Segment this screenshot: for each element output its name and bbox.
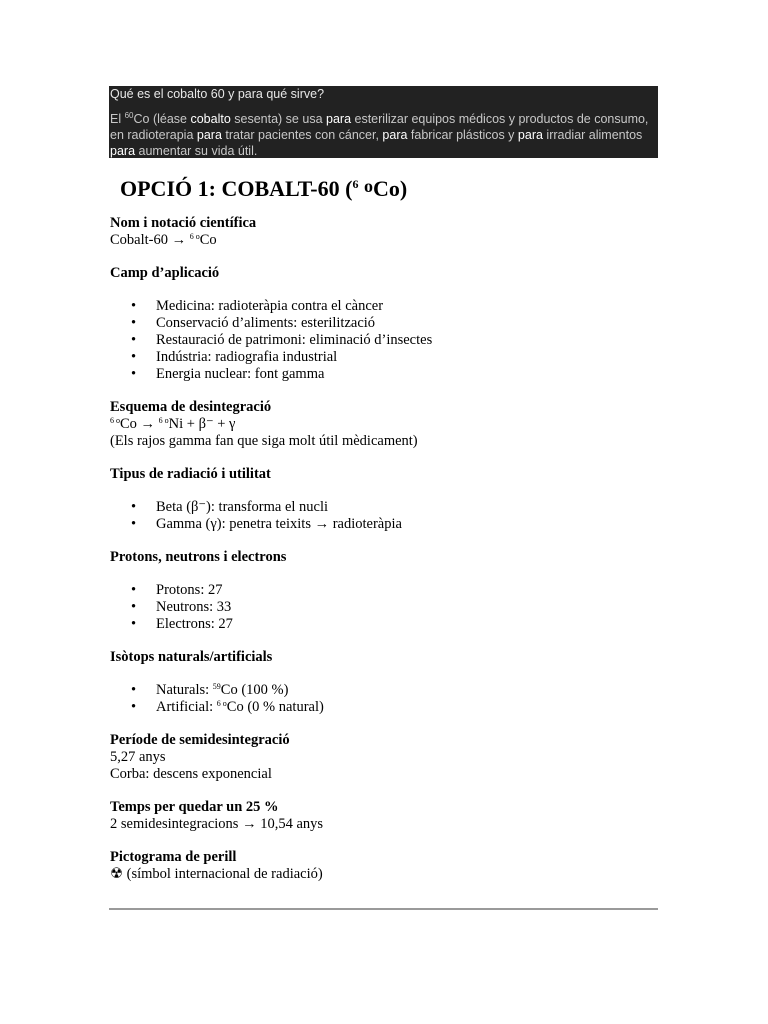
snippet-question: Qué es el cobalto 60 y para qué sirve? (110, 87, 325, 101)
particles-list (110, 582, 658, 633)
equation-text: Co → (120, 416, 159, 432)
answer-highlight: para (517, 128, 543, 142)
list-item: • Indústria: radiografia industrial (110, 349, 658, 366)
answer-text: Co (léase (133, 112, 191, 126)
page-title (120, 170, 658, 210)
answer-text: aumentar su vida útil. (135, 144, 258, 158)
section-quarter (110, 799, 658, 833)
list-item (110, 682, 658, 699)
list-item: • Electrons: 27 (110, 616, 658, 633)
answer-text: esterilizar equipos médicos y productos de consumo, en radioterapia (110, 112, 649, 142)
section-application (110, 265, 658, 383)
application-list (110, 298, 658, 383)
list-item: • Medicina: radioteràpia contra el càncer (110, 298, 658, 315)
list-item: • Beta (β⁻): transforma el nucli (110, 499, 658, 516)
list-item: • Restauració de patrimoni: eliminació d’insectes (110, 332, 658, 349)
answer-highlight: para (382, 128, 408, 142)
snippet-answer (110, 111, 658, 159)
answer-text: El (110, 112, 125, 126)
superscript: 59 (212, 682, 221, 691)
item-text: Naturals: (156, 682, 213, 698)
section-halflife (110, 732, 658, 783)
section-label: Esquema de desintegració (110, 399, 272, 415)
section-label: Temps per quedar un 25 % (110, 799, 279, 815)
answer-text: irradiar alimentos (542, 128, 643, 142)
section-isotopes (110, 649, 658, 716)
radiation-list (110, 499, 658, 533)
answer-text: fabricar plásticos y (407, 128, 518, 142)
section-label: Nom i notació científica (110, 215, 257, 231)
list-item: • Gamma (γ): penetra teixits → radioteràpia (110, 516, 658, 533)
title-text: OPCIÓ 1: COBALT-60 ( (120, 176, 353, 201)
answer-highlight: para (110, 144, 136, 158)
quarter-value: 2 semidesintegracions → 10,54 anys (110, 816, 324, 832)
item-text: Co (0 % natural) (226, 699, 324, 715)
list-item: • Protons: 27 (110, 582, 658, 599)
equation-text: Ni + β⁻ + γ (168, 416, 236, 432)
title-superscript-o: o (363, 176, 373, 196)
section-label: Isòtops naturals/artificials (110, 649, 273, 665)
section-hazard (110, 849, 658, 883)
answer-text: tratar pacientes con cáncer, (221, 128, 383, 142)
section-label: Tipus de radiació i utilitat (110, 466, 271, 482)
item-text: Artificial: (156, 699, 217, 715)
hazard-value: ☢ (símbol internacional de radiació) (110, 866, 323, 882)
decay-equation (110, 416, 658, 433)
section-label: Camp d’aplicació (110, 265, 220, 281)
title-text-end: Co) (372, 176, 408, 201)
superscript: 6 o (216, 699, 227, 708)
name-text: Cobalt-60 → (110, 232, 190, 248)
halflife-value: 5,27 anys (110, 749, 166, 765)
divider (109, 908, 658, 910)
decay-note: (Els rajos gamma fan que siga molt útil mèdicament) (110, 433, 418, 449)
section-text (110, 232, 658, 249)
superscript: 6 o (158, 416, 169, 425)
section-radiation (110, 466, 658, 533)
list-item: • Conservació d’aliments: esterilització (110, 315, 658, 332)
item-text: Co (100 %) (220, 682, 289, 698)
answer-highlight: cobalto (190, 112, 231, 126)
section-decay (110, 399, 658, 450)
section-label: Protons, neutrons i electrons (110, 549, 287, 565)
name-symbol: Co (199, 232, 217, 248)
list-item: • Neutrons: 33 (110, 599, 658, 616)
section-name (110, 215, 658, 249)
list-item (110, 699, 658, 716)
answer-highlight: para (326, 112, 352, 126)
list-item: • Energia nuclear: font gamma (110, 366, 658, 383)
superscript: 6 o (110, 416, 120, 425)
section-label: Període de semidesintegració (110, 732, 290, 748)
document-body (110, 170, 658, 883)
answer-superscript: 60 (124, 111, 134, 120)
halflife-curve: Corba: descens exponencial (110, 766, 272, 782)
answer-text: sesenta) se usa (230, 112, 326, 126)
superscript: 6 o (189, 232, 200, 241)
search-snippet (109, 86, 658, 158)
title-superscript: 6 (352, 177, 359, 191)
section-particles (110, 549, 658, 633)
section-label: Pictograma de perill (110, 849, 237, 865)
answer-highlight: para (196, 128, 222, 142)
isotopes-list (110, 682, 658, 716)
